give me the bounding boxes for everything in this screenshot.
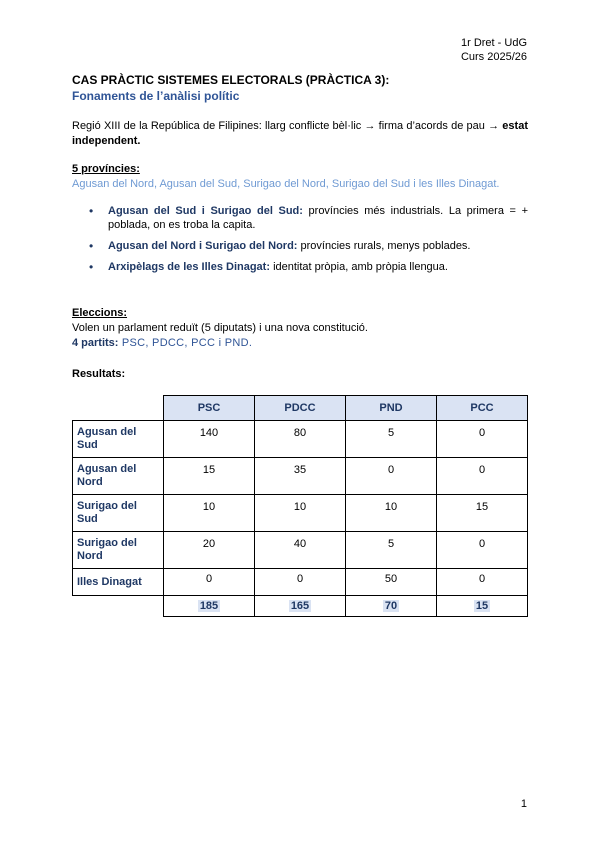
parties-value: PSC, PDCC, PCC i PND. [118, 337, 253, 349]
intro-bold: estat independent. [72, 120, 528, 147]
bullet-key: Agusan del Sud i Surigao del Sud: [108, 205, 303, 217]
bullet-text: províncies més industrials. La primera = + poblada, on es troba la capita. [108, 205, 528, 231]
table-cell: 50 [346, 569, 437, 596]
intro-paragraph [72, 119, 528, 149]
table-row [73, 458, 528, 495]
elections-text: Volen un parlament reduït (5 diputats) i una nova constitució. [72, 322, 368, 334]
column-header: PND [346, 396, 437, 421]
table-row [73, 421, 528, 458]
bullet-item [88, 239, 528, 253]
table-header-row [73, 396, 528, 421]
total-cell [437, 596, 528, 617]
total-value: 185 [199, 600, 219, 612]
row-header: Surigao del Nord [73, 532, 164, 569]
table-cell: 0 [346, 458, 437, 495]
table-cell: 0 [437, 421, 528, 458]
page-number: 1 [520, 798, 527, 810]
bullet-key: Agusan del Nord i Surigao del Nord: [108, 240, 298, 252]
table-cell: 80 [255, 421, 346, 458]
document-subtitle: Fonaments de l’anàlisi polític [72, 89, 240, 103]
parties-line [72, 337, 252, 349]
total-value: 15 [475, 600, 489, 612]
column-header: PSC [164, 396, 255, 421]
table-cell: 35 [255, 458, 346, 495]
document-title: CAS PRÀCTIC SISTEMES ELECTORALS (PRÀCTICA 3): [72, 73, 390, 87]
row-header: Illes Dinagat [73, 569, 164, 596]
total-cell [346, 596, 437, 617]
table-cell: 0 [437, 569, 528, 596]
provinces-heading: 5 províncies: [72, 163, 140, 175]
bullet-item [88, 260, 528, 274]
course-label: 1r Dret - UdG [460, 37, 527, 49]
total-value: 70 [384, 600, 398, 612]
provinces-list: Agusan del Nord, Agusan del Sud, Surigao del Nord, Surigao del Sud i les Illes Dinagat. [72, 178, 500, 190]
table-cell: 0 [437, 532, 528, 569]
table-cell: 10 [346, 495, 437, 532]
total-cell [255, 596, 346, 617]
results-table [72, 395, 528, 617]
table-cell: 10 [164, 495, 255, 532]
table-row [73, 569, 528, 596]
parties-label: 4 partits: [72, 337, 119, 349]
table-cell: 140 [164, 421, 255, 458]
table-row [73, 495, 528, 532]
document-header [461, 36, 527, 64]
row-header: Agusan del Nord [73, 458, 164, 495]
year-label: Curs 2025/26 [460, 51, 527, 63]
table-cell: 5 [346, 421, 437, 458]
results-heading: Resultats: [72, 368, 126, 380]
table-cell: 0 [437, 458, 528, 495]
provinces-bullets [88, 204, 528, 281]
column-header: PCC [437, 396, 528, 421]
table-cell: 5 [346, 532, 437, 569]
row-header: Surigao del Sud [73, 495, 164, 532]
elections-heading: Eleccions: [72, 307, 128, 319]
bullet-key: Arxipèlags de les Illes Dinagat: [108, 261, 271, 273]
bullet-item [88, 204, 528, 232]
table-cell: 0 [164, 569, 255, 596]
table-cell: 15 [164, 458, 255, 495]
row-header: Agusan del Sud [73, 421, 164, 458]
table-cell: 0 [255, 569, 346, 596]
column-header: PDCC [255, 396, 346, 421]
total-cell [164, 596, 255, 617]
table-cell: 10 [255, 495, 346, 532]
total-value: 165 [290, 600, 310, 612]
intro-text: Regió XIII de la República de Filipines: llarg conflicte bèl·lic → firma d’acords de pau → [72, 120, 500, 132]
table-row [73, 532, 528, 569]
table-cell: 20 [164, 532, 255, 569]
bullet-text: identitat pròpia, amb pròpia llengua. [270, 261, 448, 273]
totals-row [73, 596, 528, 617]
bullet-text: províncies rurals, menys poblades. [297, 240, 471, 252]
table-cell: 40 [255, 532, 346, 569]
table-cell: 15 [437, 495, 528, 532]
